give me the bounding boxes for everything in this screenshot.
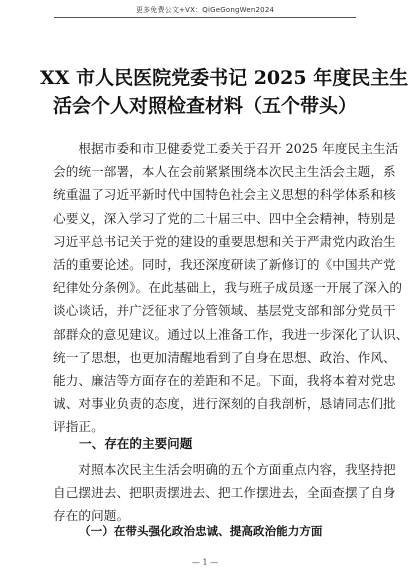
header-divider bbox=[54, 17, 356, 18]
subsection-heading: （一）在带头强化政治忠诚、提高政治能力方面 bbox=[79, 524, 323, 538]
paragraph-line: 心要义，深入学习了党的二十届三中、四中全会精神，特别是 bbox=[53, 210, 396, 226]
title-line-1: XX 市人民医院党委书记 2025 年度民主生 bbox=[40, 67, 409, 89]
section-paragraph bbox=[53, 458, 396, 528]
document-title bbox=[40, 64, 409, 120]
paragraph-line: 自己摆进去、把职责摆进去、把工作摆进去，全面查摆了自身 bbox=[53, 485, 396, 501]
paragraph-line: 纪律处分条例》。在此基础上，我与班子成员逐一开展了深入的 bbox=[53, 280, 403, 296]
paragraph-line: 根据市委和市卫健委党工委关于召开 2025 年度民主生活 bbox=[53, 141, 399, 156]
intro-paragraph bbox=[53, 137, 409, 439]
paragraph-line: 部群众的意见建议。通过以上准备工作，我进一步深化了认识、 bbox=[53, 326, 409, 342]
paragraph-line: 能力、廉洁等方面存在的差距和不足。下面，我将本着对党忠 bbox=[53, 373, 396, 389]
paragraph-line: 统重温了习近平新时代中国特色社会主义思想的科学体系和核 bbox=[53, 187, 396, 203]
paragraph-line: 诚、对事业负责的态度，进行深刻的自我剖析，恳请同志们批 bbox=[53, 396, 396, 412]
paragraph-line: 评指正。 bbox=[53, 419, 104, 435]
paragraph-line: 谈心谈话，并广泛征求了分管领域、基层党支部和部分党员干 bbox=[53, 303, 396, 319]
page-number: — 1 — bbox=[191, 558, 219, 567]
paragraph-line: 活的重要论述。同时，我还深度研读了新修订的《中国共产党 bbox=[53, 257, 396, 273]
paragraph-line: 对照本次民主生活会明确的五个方面重点内容，我坚持把 bbox=[53, 462, 396, 477]
section-heading: 一、存在的主要问题 bbox=[79, 436, 193, 451]
header-note: 更多免费公文+VX：QiGeGongWen2024 bbox=[135, 6, 275, 14]
paragraph-line: 存在的问题。 bbox=[53, 508, 130, 524]
paragraph-line: 会的统一部署，本人在会前紧紧围绕本次民主生活会主题，系 bbox=[53, 164, 396, 180]
paragraph-line: 统一了思想，也更加清醒地看到了自身在思想、政治、作风、 bbox=[53, 349, 396, 365]
title-line-2: 活会个人对照检查材料（五个带头） bbox=[52, 95, 357, 117]
paragraph-line: 习近平总书记关于党的建设的重要思想和关于严肃党内政治生 bbox=[53, 233, 396, 249]
